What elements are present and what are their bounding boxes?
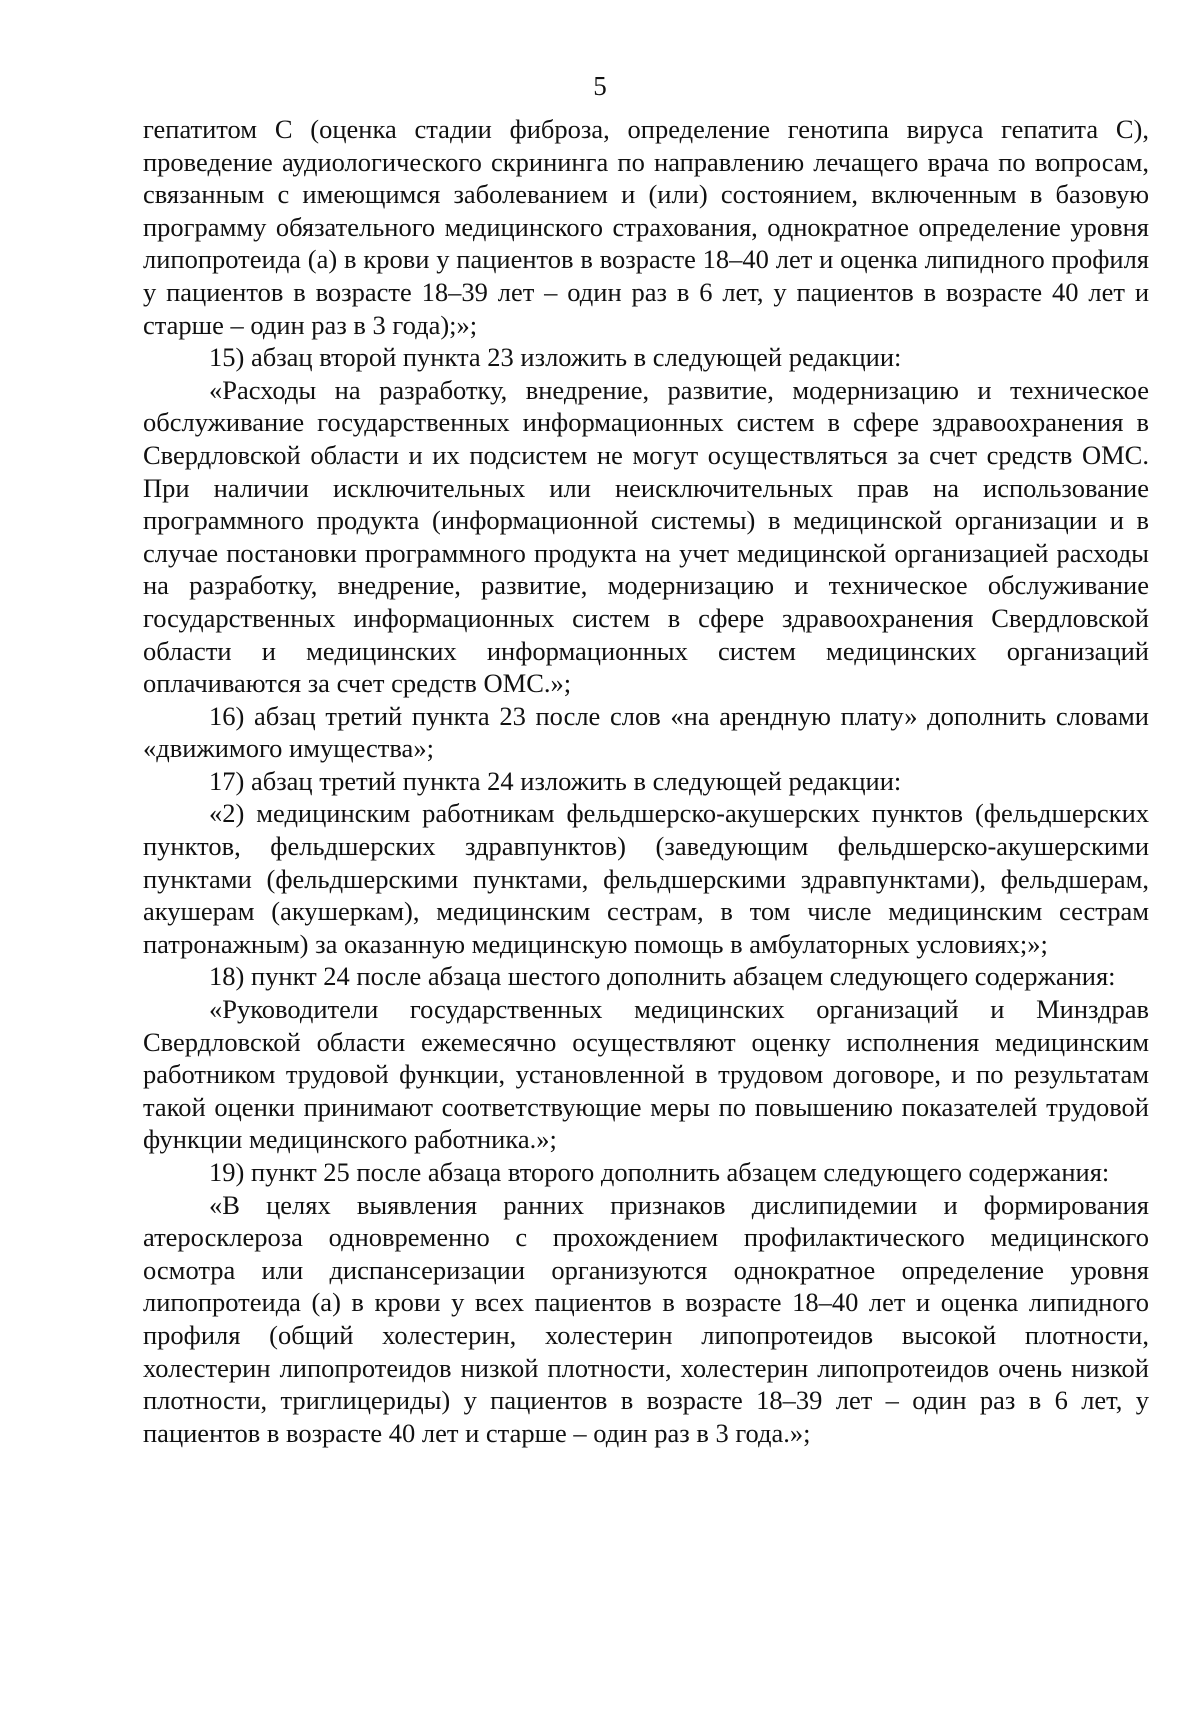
paragraph-item-15: 15) абзац второй пункта 23 изложить в следующей редакции: xyxy=(209,342,902,373)
page-number: 5 xyxy=(593,71,607,101)
paragraph-item-17: 17) абзац третий пункта 24 изложить в следующей редакции: xyxy=(209,765,902,796)
paragraph-quote-item-19: «В целях выявления ранних признаков дислипидемии и формирования атеросклероза одновременно с прохождением профилактического медицинского осмотра или диспансеризации организуются однократное определение уровня липопротеида (а) в крови у всех пациентов в возрасте 18–40 лет и оценка липидного профиля (общий холестерин, холестерин липопротеидов высокой плотности, холестерин липопротеидов низкой плотности, холестерин липопротеидов очень низкой плотности, триглицериды) у пациентов в возрасте 18–39 лет – один раз в 6 лет, у пациентов в возрасте 40 лет и старше – один раз в 3 года.»; xyxy=(143,1189,1149,1448)
paragraph-quote-item-18: «Руководители государственных медицинских организаций и Минздрав Свердловской области ежемесячно осуществляют оценку исполнения медицинским работником трудовой функции, установленной в трудовом договоре, и по результатам такой оценки принимают соответствующие меры по повышению показателей трудовой функции медицинского работника.»; xyxy=(143,994,1149,1155)
paragraph-continuation: гепатитом С (оценка стадии фиброза, определение генотипа вируса гепатита С), проведение аудиологического скрининга по направлению лечащего врача по вопросам, связанным с имеющимся заболеванием и (или) состоянием, включенным в базовую программу обязательного медицинского страхования, однократное определение уровня липопротеида (а) в крови у пациентов в возрасте 18–40 лет и оценка липидного профиля у пациентов в возрасте 18–39 лет – один раз в 6 лет, у пациентов в возрасте 40 лет и старше – один раз в 3 года);»; xyxy=(143,114,1149,340)
paragraph-item-18: 18) пункт 24 после абзаца шестого дополнить абзацем следующего содержания: xyxy=(209,961,1116,992)
paragraph-quote-item-17: «2) медицинским работникам фельдшерско-акушерских пунктов (фельдшерских пунктов, фельдшерских здравпунктов) (заведующим фельдшерско-акушерскими пунктами (фельдшерскими пунктами, фельдшерскими здравпунктами), фельдшерам, акушерам (акушеркам), медицинским сестрам, в том числе медицинским сестрам патронажным) за оказанную медицинскую помощь в амбулаторных условиях;»; xyxy=(143,798,1149,959)
paragraph-item-19: 19) пункт 25 после абзаца второго дополнить абзацем следующего содержания: xyxy=(209,1157,1110,1187)
document-body xyxy=(143,113,1149,1449)
paragraph-quote-item-15: «Расходы на разработку, внедрение, развитие, модернизацию и техническое обслуживание государственных информационных систем в сфере здравоохранения в Свердловской области и их подсистем не могут осуществляться за счет средств ОМС. При наличии исключительных или неисключительных прав на использование программного продукта (информационной системы) в медицинской организации и в случае постановки программного продукта на учет медицинской организацией расходы на разработку, внедрение, развитие, модернизацию и техническое обслуживание государственных информационных систем в сфере здравоохранения Свердловской области и медицинских информационных систем медицинских организаций оплачиваются за счет средств ОМС.»; xyxy=(143,374,1149,699)
paragraph-item-16: 16) абзац третий пункта 23 после слов «на арендную плату» дополнить словами «движимого имущества»; xyxy=(143,700,1149,764)
